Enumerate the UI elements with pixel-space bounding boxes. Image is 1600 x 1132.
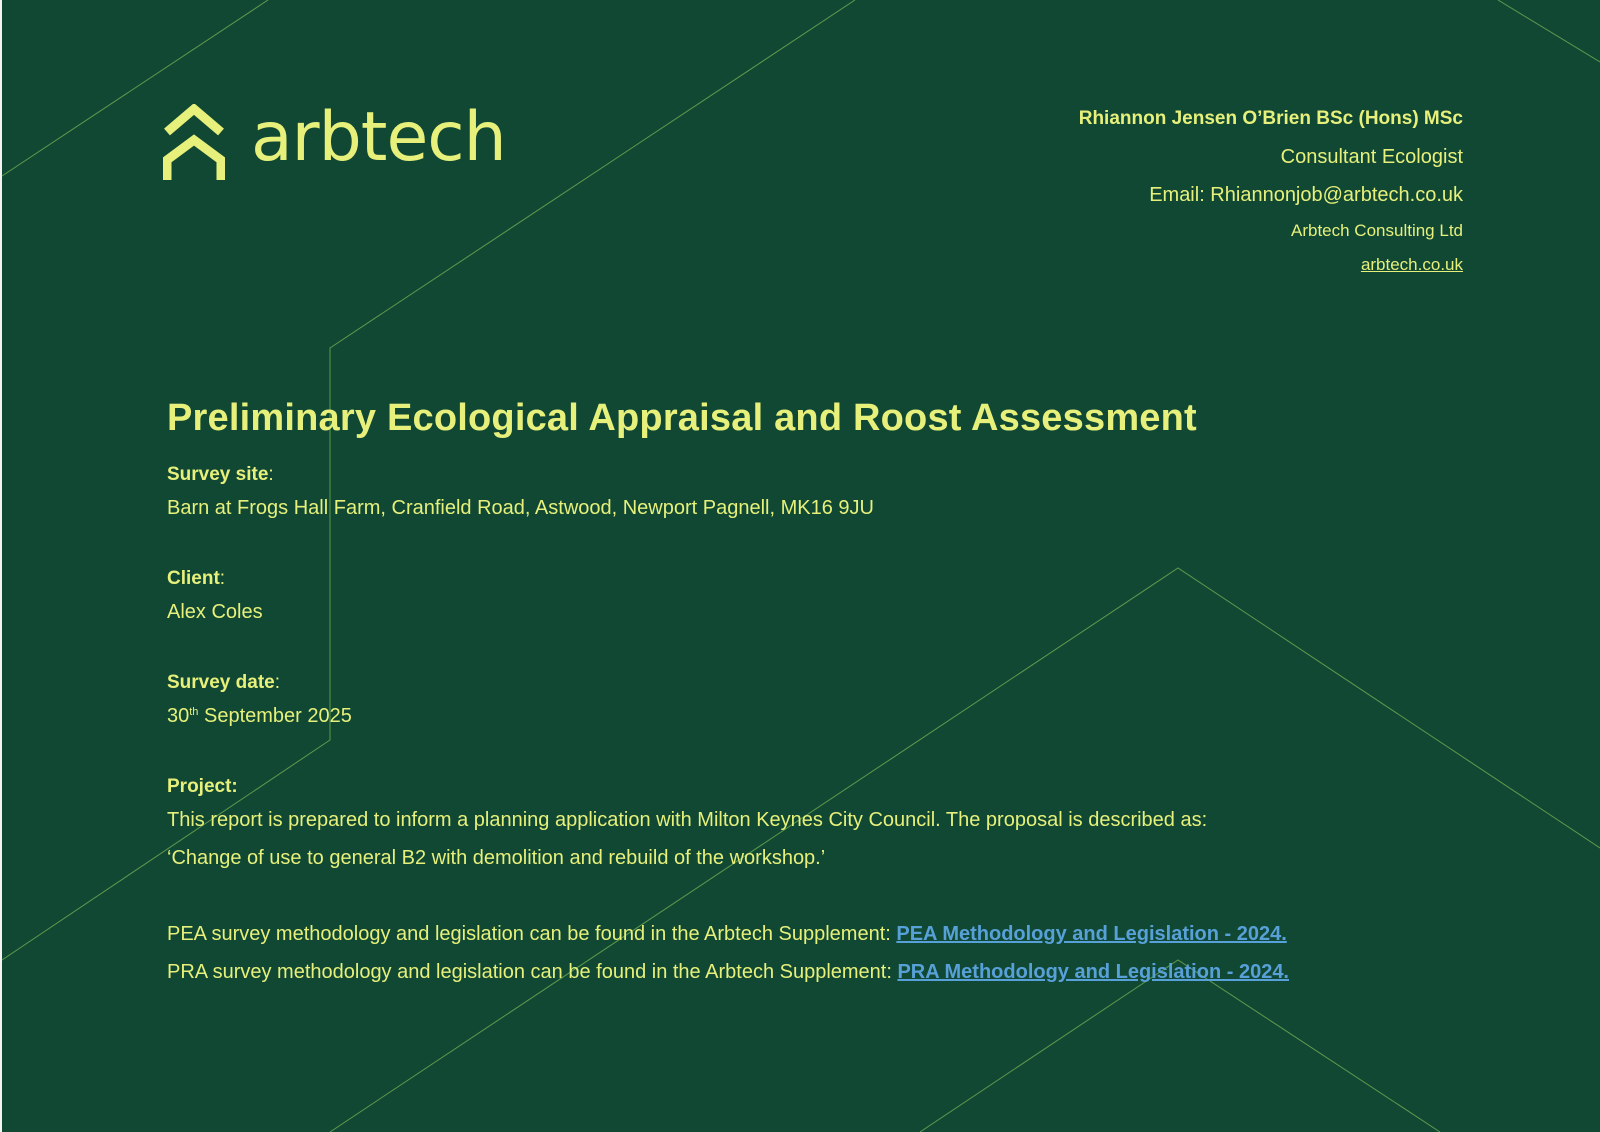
- project-section: [167, 773, 1467, 877]
- survey-date-label: Survey date:: [167, 672, 281, 693]
- project-proposal-quote: ‘Change of use to general B2 with demolition and rebuild of the workshop.’: [167, 847, 826, 869]
- report-details: [167, 393, 1467, 991]
- author-role: Consultant Ecologist: [1280, 146, 1463, 168]
- arbtech-logo: [163, 98, 506, 180]
- company-website-link[interactable]: arbtech.co.uk: [1360, 255, 1463, 274]
- client-section: [167, 565, 1467, 631]
- survey-site-value: Barn at Frogs Hall Farm, Cranfield Road, Astwood, Newport Pagnell, MK16 9JU: [167, 497, 874, 519]
- bg-line-top-right: [1498, 0, 1600, 62]
- logo-wordmark: arbtech: [251, 98, 506, 177]
- report-title: Preliminary Ecological Appraisal and Roost Assessment: [167, 397, 1197, 439]
- author-name: Rhiannon Jensen O’Brien BSc (Hons) MSc: [1078, 108, 1463, 129]
- survey-date-value: 30th September 2025: [167, 705, 352, 727]
- client-label: Client:: [167, 568, 226, 589]
- pea-methodology-line: PEA survey methodology and legislation can be found in the Arbtech Supplement: PEA Methodology and Legislation - 2024.: [167, 923, 1287, 945]
- author-email: Email: Rhiannonjob@arbtech.co.uk: [1149, 184, 1463, 206]
- project-label: Project:: [167, 776, 238, 797]
- client-value: Alex Coles: [167, 601, 263, 623]
- survey-site-label: Survey site:: [167, 464, 274, 485]
- pea-methodology-link[interactable]: PEA Methodology and Legislation - 2024.: [896, 923, 1287, 945]
- methodology-section: [167, 915, 1467, 991]
- survey-site-section: [167, 461, 1467, 527]
- arbtech-chevron-logo-icon: [163, 104, 225, 180]
- company-name: Arbtech Consulting Ltd: [1291, 221, 1463, 240]
- pra-methodology-line: PRA survey methodology and legislation can be found in the Arbtech Supplement: PRA Methodology and Legislation - 2024.: [167, 961, 1289, 983]
- survey-date-section: [167, 669, 1467, 735]
- project-description: This report is prepared to inform a planning application with Milton Keynes City Council. The proposal is described as:: [167, 809, 1208, 831]
- pra-methodology-link[interactable]: PRA Methodology and Legislation - 2024.: [897, 961, 1289, 983]
- author-contact-block: [1079, 106, 1463, 276]
